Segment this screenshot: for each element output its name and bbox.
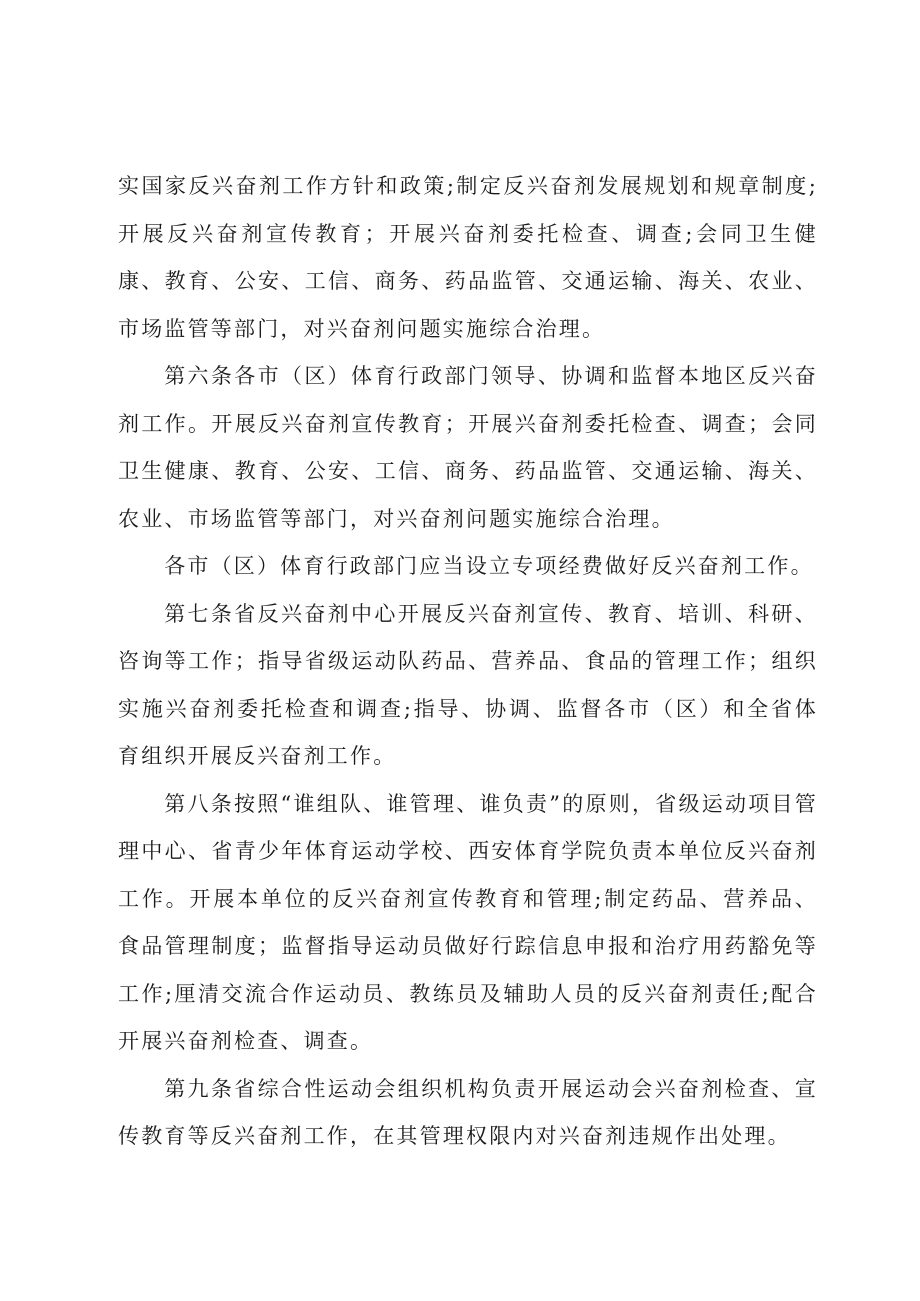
paragraph-article-7: 第七条省反兴奋剂中心开展反兴奋剂宣传、教育、培训、科研、咨询等工作；指导省级运动队药品、营养品、食品的管理工作；组织实施兴奋剂委托检查和调查;指导、协调、监督各市（区）和全省体育组织开展反兴奋剂工作。: [118, 601, 818, 768]
paragraph-article-6: 第六条各市（区）体育行政部门领导、协调和监督本地区反兴奋剂工作。开展反兴奋剂宣传教育；开展兴奋剂委托检查、调查；会同卫生健康、教育、公安、工信、商务、药品监管、交通运输、海关、农业、市场监管等部门，对兴奋剂问题实施综合治理。: [118, 364, 818, 531]
document-body: [118, 163, 818, 1161]
paragraph-continuation: 实国家反兴奋剂工作方针和政策;制定反兴奋剂发展规划和规章制度;开展反兴奋剂宣传教育；开展兴奋剂委托检查、调查;会同卫生健康、教育、公安、工信、商务、药品监管、交通运输、海关、农业、市场监管等部门，对兴奋剂问题实施综合治理。: [118, 174, 818, 341]
paragraph-article-6-funding: 各市（区）体育行政部门应当设立专项经费做好反兴奋剂工作。: [164, 554, 814, 578]
paragraph-article-8: 第八条按照“谁组队、谁管理、谁负责”的原则，省级运动项目管理中心、省青少年体育运动学校、西安体育学院负责本单位反兴奋剂工作。开展本单位的反兴奋剂宣传教育和管理;制定药品、营养品、食品管理制度；监督指导运动员做好行踪信息申报和治疗用药豁免等工作;厘清交流合作运动员、教练员及辅助人员的反兴奋剂责任;配合开展兴奋剂检查、调查。: [118, 791, 818, 1053]
paragraph-article-9: 第九条省综合性运动会组织机构负责开展运动会兴奋剂检查、宣传教育等反兴奋剂工作，在其管理权限内对兴奋剂违规作出处理。: [118, 1076, 818, 1148]
